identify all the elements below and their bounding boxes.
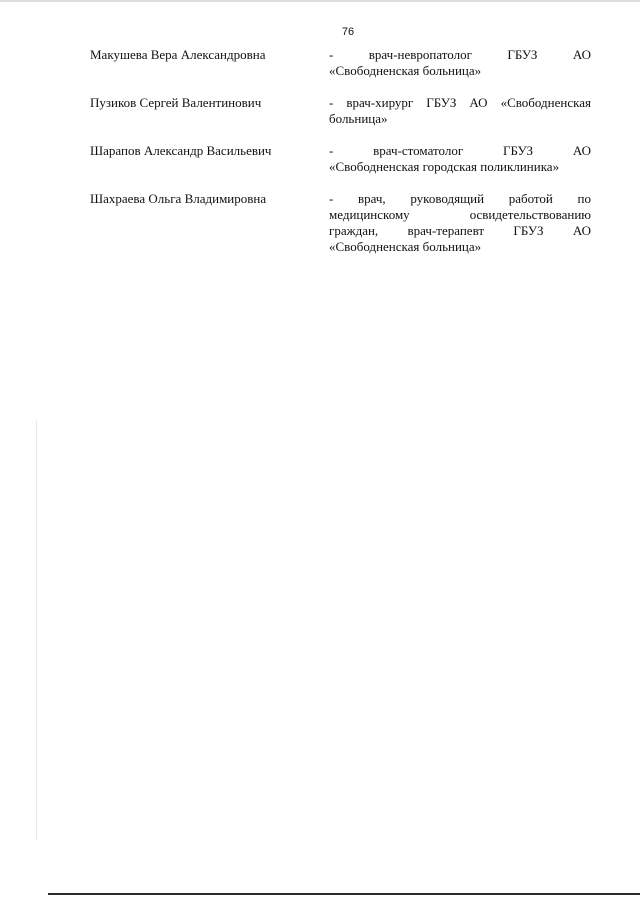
position-word: - (329, 95, 334, 110)
position-word: АО (572, 223, 591, 238)
position-line (329, 207, 591, 223)
position-word: ГБУЗ (507, 47, 538, 62)
position-word: руководящий (410, 191, 485, 206)
position-word: врач-хирург (346, 95, 414, 110)
staff-name: Пузиков Сергей Валентинович (90, 95, 262, 110)
position-line (329, 111, 591, 127)
staff-position (329, 191, 591, 255)
position-word: - (329, 143, 334, 158)
position-word: АО (572, 47, 591, 62)
staff-name: Шарапов Александр Васильевич (90, 143, 272, 158)
position-word: «Свободненская (500, 95, 591, 110)
page-number: 76 (341, 26, 355, 38)
position-word: АО (572, 143, 591, 158)
position-word: работой (508, 191, 553, 206)
position-line (329, 159, 591, 175)
position-line (329, 63, 591, 79)
position-line (329, 223, 591, 239)
position-word: - (329, 47, 334, 62)
position-word: ГБУЗ (502, 143, 534, 158)
position-word: врач, (358, 191, 386, 206)
position-word: больница» (329, 111, 388, 126)
position-word: врач-невропатолог (368, 47, 472, 62)
position-word: «Свободненская больница» (329, 63, 482, 78)
position-word: медицинскому (329, 207, 410, 222)
position-word: освидетельствованию (469, 207, 591, 222)
position-word: по (577, 191, 591, 206)
position-word: врач-терапевт (407, 223, 485, 238)
position-word: врач-стоматолог (373, 143, 464, 158)
position-word: - (329, 191, 334, 206)
scan-bottom-edge (48, 893, 640, 895)
position-line (329, 47, 591, 63)
staff-position (329, 143, 591, 175)
position-word: «Свободненская городская поликлиника» (329, 159, 560, 174)
position-word: ГБУЗ (513, 223, 544, 238)
position-word: граждан, (329, 223, 379, 238)
staff-name: Макушева Вера Александровна (90, 47, 266, 62)
position-word: АО (469, 95, 488, 110)
position-word: ГБУЗ (426, 95, 457, 110)
position-line (329, 95, 591, 111)
position-word: «Свободненская больница» (329, 239, 482, 254)
position-line (329, 239, 591, 255)
staff-position (329, 47, 591, 79)
scan-left-shadow (36, 420, 37, 840)
staff-position (329, 95, 591, 127)
scan-top-edge (0, 0, 640, 2)
position-line (329, 143, 591, 159)
position-line (329, 191, 591, 207)
staff-name: Шахраева Ольга Владимировна (90, 191, 267, 206)
